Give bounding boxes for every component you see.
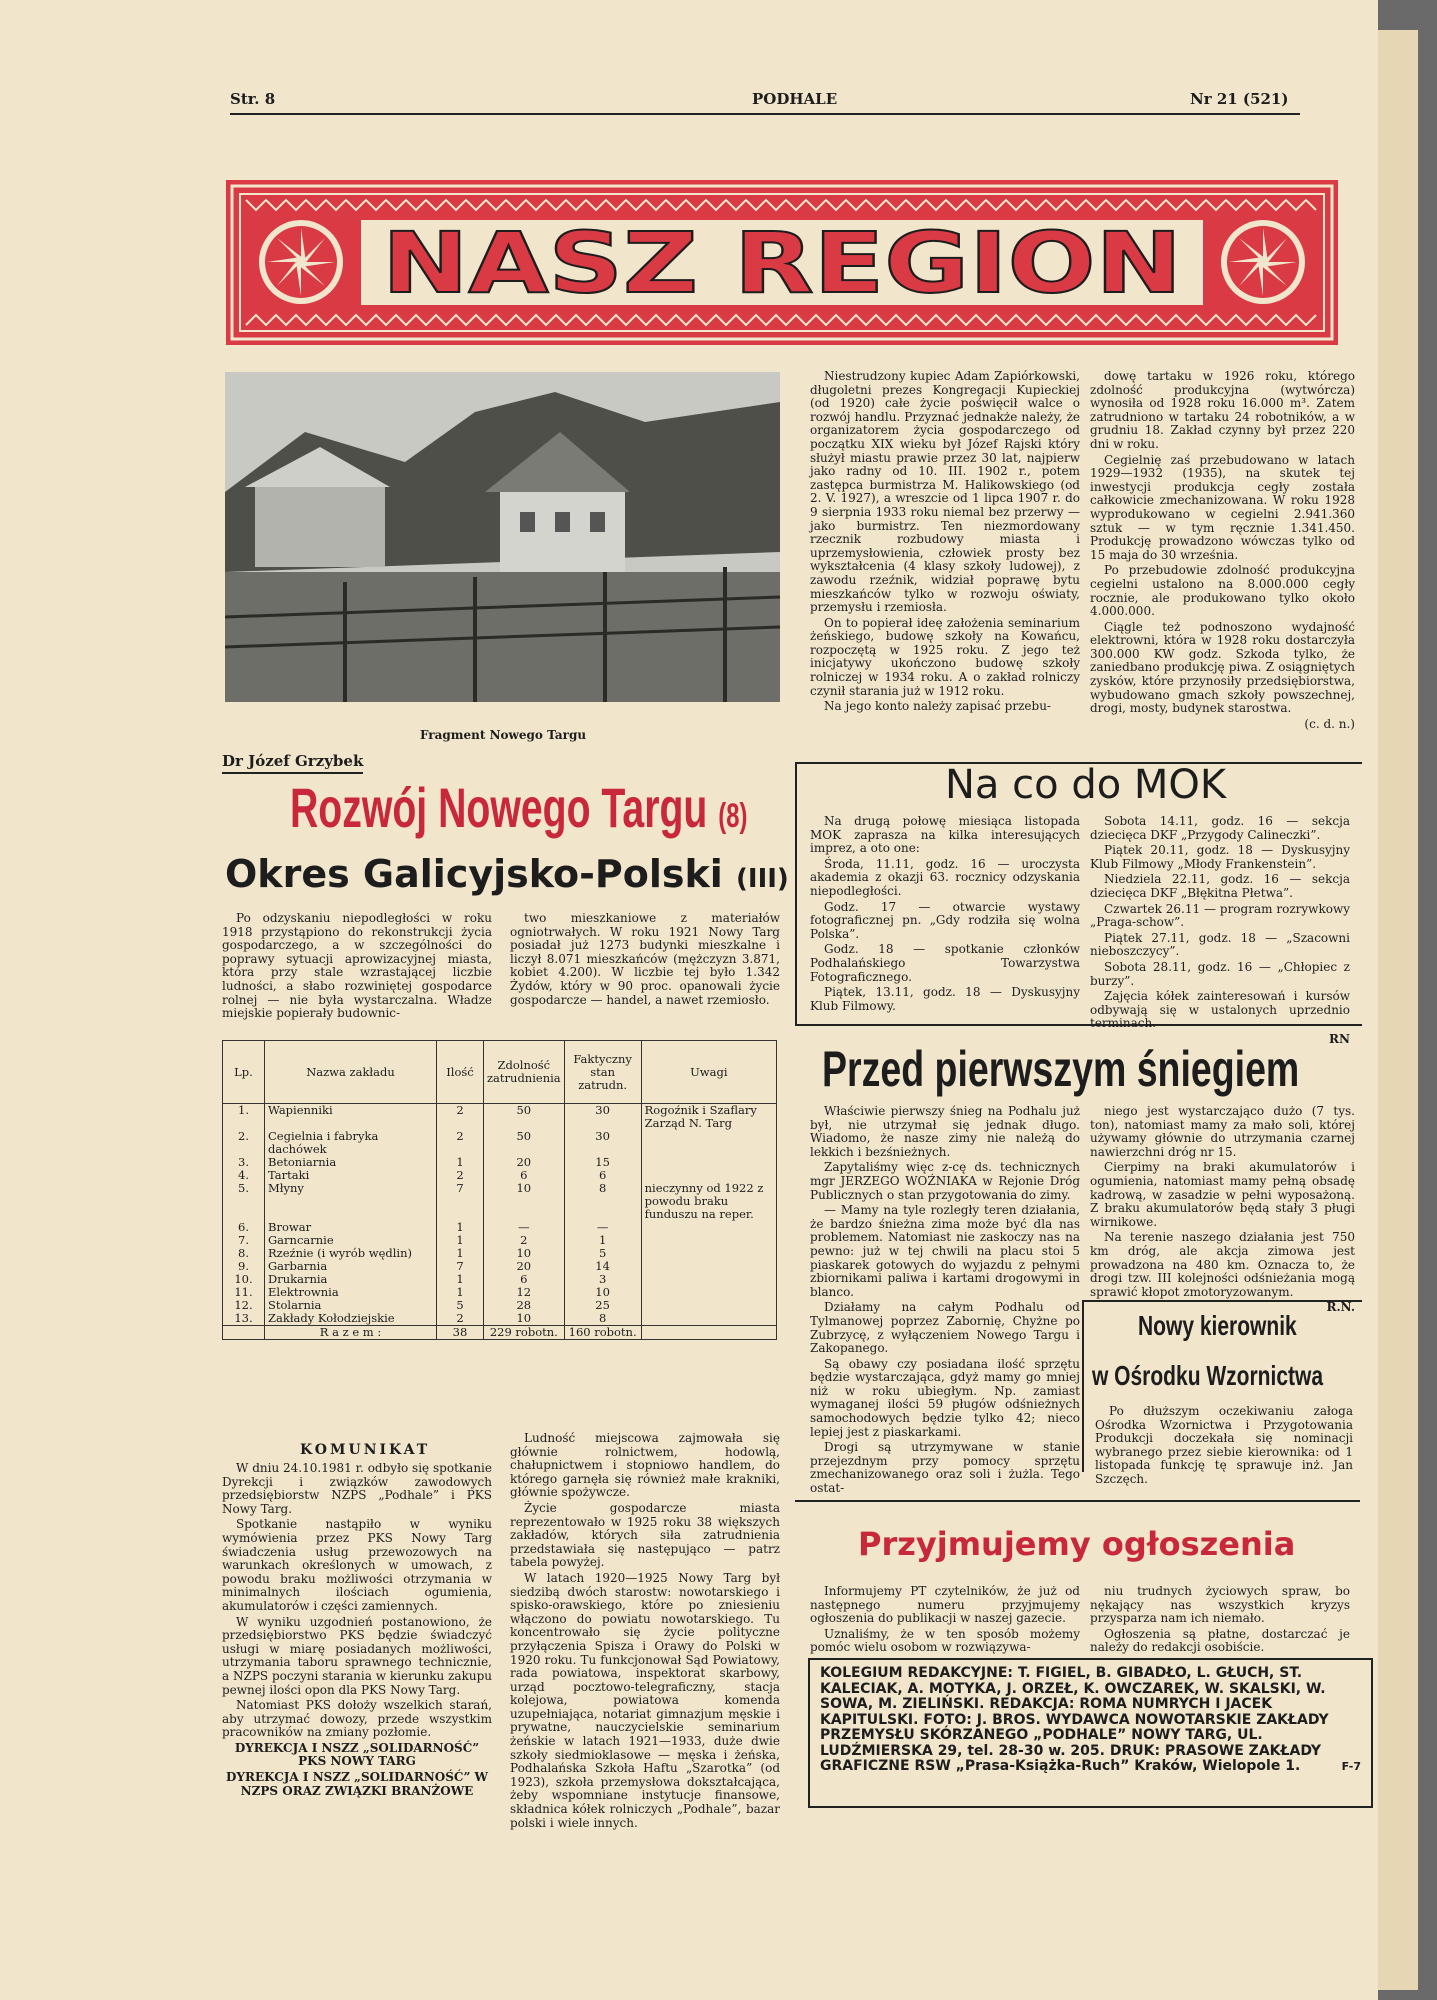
article-col1-text: Po odzyskaniu niepodległości w roku 1918 przystąpiono do rekonstrukcji życia gospodarczego, a w szczególności do poprawy sytuacji aprowizacyjnej miasta, która przy stale wzrastającej liczbie ludności, a słabo rozwiniętej gospodarce rolnej — nie była wystarczalna. Władze miejskie popierały budownic- [222, 911, 492, 1021]
article-bottom-col [510, 1432, 780, 1832]
ads-left-p2: Uznaliśmy, że w ten sposób możemy pomóc wielu osobom w rozwiązywa- [810, 1626, 1080, 1655]
manager-title-1: Nowy kierownik [1138, 1310, 1297, 1341]
table-cell: Rzeźnie (i wyrób wędlin) [265, 1247, 437, 1260]
table-cell: 50 [484, 1130, 565, 1156]
continued-note: (c. d. n.) [1304, 716, 1355, 731]
right-col1 [810, 370, 1080, 716]
table-cell: 1. [223, 1104, 265, 1131]
snow-left-p4: Działamy na całym Podhalu od Tylmanowej poprzez Zabornię, Chyżne po Zubrzycę, z wyłączeniem Nowego Targu i Zakopanego. [810, 1300, 1080, 1356]
article-author: Dr Józef Grzybek [222, 752, 363, 774]
table-sum-cell: R a z e m : [265, 1326, 437, 1340]
table-cell: 6. [223, 1221, 265, 1234]
rosette-right-icon [1221, 220, 1305, 304]
table-cell: Garncarnie [265, 1234, 437, 1247]
snow-right-p2: Cierpimy na braki akumulatorów i ogumienia, natomiast mamy pełną obsadę kadrową, w zasadzie w pełni wyposażoną. Z braku akumulatorów będą stały 3 pługi wirnikowe. [1090, 1160, 1355, 1229]
table-cell: 1 [437, 1273, 484, 1286]
article-title-text: Rozwój Nowego Targu [290, 776, 708, 839]
table-cell: 3 [564, 1273, 641, 1286]
mok-title: Na co do MOK [945, 762, 1227, 808]
mok-left-p4: Godz. 18 — spotkanie członków Podhalańskiego Towarzystwa Fotograficznego. [810, 942, 1080, 984]
table-cell: 20 [484, 1260, 565, 1273]
right-col2-p2: Cegielnię zaś przebudowano w latach 1929—1932 (1935), na skutek tej inwestycji produkcja cegły została całkowicie zmechanizowana. W roku 1928 wyprodukowano w cegielni 2.941.360 sztuk — w tym ręcznie 1.341.450. Produkcję prowadzono wówczas tylko od 15 maja do 30 września. [1090, 452, 1355, 562]
table-cell: Drukarnia [265, 1273, 437, 1286]
right-col1-p3: Na jego konto należy zapisać przebu- [824, 699, 1051, 714]
table-cell: 30 [564, 1130, 641, 1156]
table-cell: 30 [564, 1104, 641, 1131]
table-cell: Wapienniki [265, 1104, 437, 1131]
table-cell: 15 [564, 1156, 641, 1169]
table-cell: 1 [437, 1234, 484, 1247]
article-col2-text: two mieszkaniowe z materiałów ogniotrwałych. W roku 1921 Nowy Targ posiadał już 1273 budynki mieszkalne i liczył 8.071 mieszkańców (mężczyzn 3.871, kobiet 4.200). W liczbie tej było 1.342 Żydów, który w 90 proc. opanowali życie gospodarcze — handel, a nawet rzemiosło. [510, 911, 780, 1007]
ads-title: Przyjmujemy ogłoszenia [858, 1525, 1296, 1563]
table-cell: 1 [437, 1247, 484, 1260]
snow-right-p1: niego jest wystarczająco dużo (7 tys. ton), natomiast mamy za mało soli, której używamy głównie do utrzymania czarnej nawierzchni dróg nr 15. [1090, 1104, 1355, 1159]
table-sum-cell: 160 robotn. [564, 1326, 641, 1340]
table-cell [641, 1312, 776, 1326]
table-cell: 12. [223, 1299, 265, 1312]
table-cell: 7 [437, 1182, 484, 1221]
mok-right-p7: Zajęcia kółek zainteresowań i kursów odbywają się w ustalonych uprzednio terminach. [1090, 989, 1350, 1031]
mok-right-p5: Piątek 27.11, godz. 18 — „Szacowni nieboszczycy”. [1090, 930, 1350, 959]
manager-title-2: w Ośrodku Wzornictwa [1092, 1360, 1324, 1391]
table-row [223, 1104, 777, 1131]
table-cell: nieczynny od 1922 z powodu braku funduszu na reper. [641, 1182, 776, 1221]
table-cell: 6 [484, 1273, 565, 1286]
snow-left-p3: — Mamy na tyle rozległy teren działania, że bardzo śnieżna zima może być dla nas problemem. Natomiast nie zaskoczy nas na pewno: już w tej chwili na placu stoi 5 piaskarek gotowych do wyjazdu z pełnymi zbiornikami paliwa i kartami drogowymi in blanco. [810, 1203, 1080, 1299]
table-body [223, 1104, 777, 1340]
table-cell [641, 1260, 776, 1273]
paper-name: PODHALE [752, 90, 838, 108]
table-cell: Zakłady Kołodziejskie [265, 1312, 437, 1326]
table-sum-cell [223, 1326, 265, 1340]
mok-left-p5: Piątek, 13.11, godz. 18 — Dyskusyjny Klub Filmowy. [810, 985, 1080, 1013]
col-capacity: Zdolność zatrudnienia [484, 1041, 565, 1104]
table-cell: 10 [484, 1182, 565, 1221]
table-sum-cell: 38 [437, 1326, 484, 1340]
adjacent-page-edge [1378, 30, 1418, 1990]
table-cell: — [564, 1221, 641, 1234]
communique-sign-1: DYREKCJA I NSZZ „SOLIDARNOŚĆ” PKS NOWY TARG [234, 1740, 480, 1769]
table-cell: 3. [223, 1156, 265, 1169]
snow-title: Przed pierwszym śniegiem [822, 1041, 1300, 1097]
table-cell [641, 1299, 776, 1312]
factories-table [222, 1040, 777, 1340]
ads-rule [795, 1500, 1360, 1502]
table-cell: 2 [437, 1130, 484, 1156]
page-number: Str. 8 [230, 90, 276, 108]
article-col2 [510, 912, 780, 1009]
table-cell: 1 [437, 1156, 484, 1169]
header-rule [230, 113, 1300, 115]
table-cell: 6 [484, 1169, 565, 1182]
article-col1 [222, 912, 492, 1023]
article-subtitle-part: (III) [736, 864, 789, 894]
table-cell: 28 [484, 1299, 565, 1312]
town-photo [225, 372, 780, 702]
editorial-board [808, 1658, 1373, 1808]
snow-right-p3: Na terenie naszego działania jest 750 km dróg, ale akcja zimowa jest prowadzona na 480 km. Oznacza to, że drogi tzw. III kolejności odśnieżania mogą sprawić kłopot zmotoryzowanym. [1090, 1230, 1355, 1299]
col-count: Ilość [437, 1041, 484, 1104]
table-cell: Rogoźnik i Szaflary Zarząd N. Targ [641, 1104, 776, 1131]
snow-left-p2: Zapytaliśmy więc z-cę ds. technicznych mgr JERZEGO WOŹNIAKA w Rejonie Dróg Publicznych o stan przygotowania do zimy. [810, 1160, 1080, 1202]
ads-right-p1: niu trudnych życiowych spraw, bo nękający nas wszystkich kryzys przysparza nam ich niemało. [1090, 1584, 1350, 1626]
mok-left-p1: Na drugą połowę miesiąca listopada MOK zaprasza na kilka interesujących imprez, a oto one: [810, 814, 1080, 856]
mok-right-p2: Piątek 20.11, godz. 18 — Dyskusyjny Klub Filmowy „Młody Frankenstein”. [1090, 843, 1350, 871]
table-cell: 1 [437, 1221, 484, 1234]
snow-right [1090, 1105, 1355, 1317]
snow-left [810, 1105, 1080, 1498]
mok-signature: RN [1329, 1031, 1350, 1046]
mok-left-p2: Środa, 11.11, godz. 16 — uroczysta akademia z okazji 63. rocznicy odzyskania niepodległości. [810, 856, 1080, 898]
table-cell: Stolarnia [265, 1299, 437, 1312]
editorial-board-text: KOLEGIUM REDAKCYJNE: T. FIGIEL, B. GIBADŁO, L. GŁUCH, ST. KALECIAK, A. MOTYKA, J. ORZEŁ, K. OWCZAREK, W. SKALSKI, W. SOWA, M. ZIELIŃSKI. REDAKCJA: ROMA NUMRYCH I JACEK KAPITULSKI. FOTO: J. BROS. WYDAWCA NOWOTARSKIE ZAKŁADY PRZEMYSŁU SKÓRZANEGO „PODHALE” NOWY TARG, UL. LUDŹMIERSKA 29, tel. 28-30 w. 205. DRUK: PRASOWE ZAKŁADY GRAFICZNE RSW „Prasa-Książka-Ruch” Kraków, Wielopole 1. [820, 1665, 1329, 1774]
right-col2 [1090, 370, 1355, 733]
table-cell: 2 [437, 1104, 484, 1131]
table-cell: 8 [564, 1182, 641, 1221]
town-photo-image [225, 372, 780, 702]
table-row [223, 1182, 777, 1221]
banner-title: NASZ REGION [382, 214, 1182, 312]
ads-left-p1: Informujemy PT czytelników, że już od następnego numeru przyjmujemy ogłoszenia do publikacji w naszej gazecie. [810, 1584, 1080, 1626]
ads-right [1090, 1585, 1350, 1657]
manager-text [1095, 1405, 1353, 1489]
ads-right-p2: Ogłoszenia są płatne, dostarczać je należy do redakcji osobiście. [1090, 1626, 1350, 1655]
table-cell: 2 [437, 1169, 484, 1182]
table-cell: Młyny [265, 1182, 437, 1221]
table-sum-row [223, 1326, 777, 1340]
table-cell: 50 [484, 1104, 565, 1131]
editorial-code: F-7 [1341, 1760, 1361, 1773]
table-cell: 7. [223, 1234, 265, 1247]
right-col1-p2: On to popierał ideę założenia seminarium żeńskiego, budowę szkoły na Kowańcu, rozpoczętą w 1925 roku. Z jego też inicjatywy ukończono budowę szkoły rolniczej w 1934 roku. A o zakład rolniczy czynił starania już w 1912 roku. [810, 615, 1080, 698]
table-cell: 10. [223, 1273, 265, 1286]
table-cell: 14 [564, 1260, 641, 1273]
snow-left-p5: Są obawy czy posiadana ilość sprzętu będzie wystarczająca, gdyż mamy go mniej niż w roku ubiegłym. Np. zamiast wymaganej ilości 59 pługów odśnieżnych samochodowych będzie tylko 42; nieco lepiej jest z piaskarkami. [810, 1356, 1080, 1439]
col-notes: Uwagi [641, 1041, 776, 1104]
table-cell: 5 [564, 1247, 641, 1260]
mok-right-p4: Czwartek 26.11 — program rozrywkowy „Praga-schow”. [1090, 901, 1350, 930]
communique-sign-2: DYREKCJA I NSZZ „SOLIDARNOŚĆ” W NZPS ORAZ ZWIĄZKI BRANŻOWE [226, 1770, 488, 1798]
table-cell: 10 [484, 1312, 565, 1326]
mok-right [1090, 815, 1350, 1049]
table-cell: 10 [484, 1247, 565, 1260]
snow-left-p6: Drogi są utrzymywane w stanie przejezdnym przy pomocy sprzętu zmechanizowanego oraz soli i żużla. Tego ostat- [810, 1440, 1080, 1496]
communique-title: KOMUNIKAT [300, 1442, 431, 1458]
table-cell: 10 [564, 1286, 641, 1299]
article-bottom-p1: Ludność miejscowa zajmowała się głównie rolnictwem, hodowlą, chałupnictwem i stopniowo handlem, do którego garnęła się również małe krakniki, głównie spożywcze. [510, 1431, 780, 1500]
table-cell: 7 [437, 1260, 484, 1273]
col-actual: Faktyczny stan zatrudn. [564, 1041, 641, 1104]
right-col2-p4: Ciągle też podnoszono wydajność elektrowni, która w 1928 roku dostarczyła 300.000 KW godz. Szkoda tylko, że zaniedbano produkcję piwa. Z osiągniętych zysków, które przynosiły przedsiębiorstwa, wybudowano gmach szkoły powszechnej, drogi, mosty, budynek starostwa. [1090, 619, 1355, 716]
article-title [290, 775, 747, 840]
table-cell: 2 [484, 1234, 565, 1247]
table-cell [641, 1130, 776, 1156]
article-bottom-p2: Życie gospodarcze miasta reprezentowało w 1925 roku 38 większych zakładów, których siła zatrudnienia przedstawiała się następująco — patrz tabela powyżej. [510, 1500, 780, 1570]
communique-p4: Natomiast PKS dołoży wszelkich starań, aby utrzymać dowozy, przede wszystkim pracowników na zmiany pozłomie. [222, 1698, 492, 1740]
table-cell: 9. [223, 1260, 265, 1273]
communique-p2: Spotkanie nastąpiło w wyniku wymówienia przez PKS Nowy Targ świadczenia usług przewozowych na warunkach określonych w umowach, z powodu braku możliwości otrzymania w minimalnych ilościach ogumienia, akumulatorów i części zamiennych. [222, 1517, 492, 1613]
table-cell: 2 [437, 1312, 484, 1326]
table-cell: 4. [223, 1169, 265, 1182]
table-cell: 20 [484, 1156, 565, 1169]
table-cell: Elektrownia [265, 1286, 437, 1299]
table-cell: 12 [484, 1286, 565, 1299]
table-cell: 1 [564, 1234, 641, 1247]
table-cell: — [484, 1221, 565, 1234]
mok-left-p3: Godz. 17 — otwarcie wystawy fotograficznej pn. „Gdy rodziła się wolna Polska”. [810, 899, 1080, 941]
table-cell: 6 [564, 1169, 641, 1182]
table-cell: 2. [223, 1130, 265, 1156]
article-title-part: (8) [718, 797, 748, 835]
table-cell: Cegielnia i fabryka dachówek [265, 1130, 437, 1156]
table-row [223, 1130, 777, 1156]
table-cell: 8. [223, 1247, 265, 1260]
table-cell: 5. [223, 1182, 265, 1221]
table-row [223, 1312, 777, 1326]
right-col1-p1: Niestrudzony kupiec Adam Zapiórkowski, długoletni prezes Kongregacji Kupieckiej (od 1920) całe życie poświęcił walce o rozwój handlu. Przyznać jednakże należy, że organizatorem życia gospodarczego od początku XIX wieku był Józef Rajski który służył miastu prawie przez 30 lat, najpierw jako radny od 10. III. 1902 r., potem zastępca burmistrza M. Halikowskiego (od 2. V. 1927), a wreszcie od 1 lipca 1907 r. do 9 sierpnia 1933 roku niemal bez przerwy — jako burmistrz. Ten niezmordowany rzecznik rozbudowy miasta i uprzemysłowienia, człowiek prosty bez wykształcenia (4 klasy szkoły ludowej), z zawodu rzeźnik, widział poprawę bytu mieszkańców tylko w rozwoju oświaty, przemysłu i rzemiosła. [810, 369, 1080, 615]
table-cell [641, 1221, 776, 1234]
table-cell: 13. [223, 1312, 265, 1326]
table-cell: 11. [223, 1286, 265, 1299]
article-subtitle [225, 852, 789, 896]
table-sum-cell: 229 robotn. [484, 1326, 565, 1340]
table-cell: Browar [265, 1221, 437, 1234]
col-name: Nazwa zakładu [265, 1041, 437, 1104]
table-cell: Tartaki [265, 1169, 437, 1182]
communique-p1: W dniu 24.10.1981 r. odbyło się spotkanie Dyrekcji i związków zawodowych przedsiębiorstw NZPS „Podhale” i PKS Nowy Targ. [222, 1461, 492, 1516]
table-cell [641, 1273, 776, 1286]
mok-right-p6: Sobota 28.11, godz. 16 — „Chłopiec z burzy”. [1090, 959, 1350, 988]
table-cell: Betoniarnia [265, 1156, 437, 1169]
manager-text-p: Po dłuższym oczekiwaniu załoga Ośrodka Wzornictwa i Przygotowania Produkcji doczekała się nominacji wybranego przez siebie kierownika: od 1 listopada funkcję tę sprawuje inż. Jan Szczęch. [1095, 1404, 1353, 1486]
communique-p3: W wyniku uzgodnień postanowiono, że przedsiębiorstwo PKS będzie świadczyć usługi w miarę posiadanych możliwości, utrzymania taboru sprawnego technicznie, a NZPS poczyni starania w kierunku zakupu pewnej ilości opon dla PKS Nowy Targ. [222, 1614, 492, 1697]
table-cell [641, 1247, 776, 1260]
table-cell: 1 [437, 1286, 484, 1299]
table-cell [641, 1234, 776, 1247]
article-subtitle-text: Okres Galicyjsko-Polski [225, 852, 723, 896]
table-sum-cell [641, 1326, 776, 1340]
table-cell [641, 1286, 776, 1299]
ads-left [810, 1585, 1080, 1657]
mok-left [810, 815, 1080, 1015]
nasz-region-banner [226, 180, 1338, 345]
table-cell: 25 [564, 1299, 641, 1312]
table-cell: Garbarnia [265, 1260, 437, 1273]
photo-caption: Fragment Nowego Targu [420, 728, 587, 742]
article-bottom-p3: W latach 1920—1925 Nowy Targ był siedzibą dwóch starostw: nowotarskiego i spisko-orawskiego, które po zniesieniu włączono do powiatu nowotarskiego. Tu koncentrowało się życie polityczne przyłączenia Spisza i Orawy do Polski w 1920 roku. Tu funkcjonował Sąd Powiatowy, rada powiatowa, inspektorat skarbowy, urząd pocztowo-telegraficzny, stacja kolejowa, powiatowa komenda uzupełniająca, notariat gimnazjum męskie i prywatne, nauczycielskie seminarium żeńskie w latach 1921—1933, duże dwie szkoły siedmioklasowe — męska i żeńska, Podhalańska Szkoła Haftu „Szarotka” (od 1923), szkoła przemysłowa dokształcająca, żeby wspomniane instytucje finansowe, składnica kółek rolniczych „Podhale”, bazar polski i wiele innych. [510, 1570, 780, 1830]
mok-right-p3: Niedziela 22.11, godz. 16 — sekcja dziecięca DKF „Błękitna Płetwa”. [1090, 872, 1350, 900]
col-lp: Lp. [223, 1041, 265, 1104]
right-col2-p1: dowę tartaku w 1926 roku, którego zdolność produkcyjna (wytwórcza) wynosiła od 1928 roku 16.000 m³. Zatem zatrudniono w tartaku 24 robotników, a w grudniu 18. Zakład czynny był przez 220 dni w roku. [1090, 369, 1355, 451]
mok-right-p1: Sobota 14.11, godz. 16 — sekcja dziecięca DKF „Przygody Calineczki”. [1090, 814, 1350, 842]
table-cell [641, 1156, 776, 1169]
rosette-left-icon [259, 220, 343, 304]
issue-number: Nr 21 (521) [1190, 90, 1289, 108]
right-col2-p3: Po przebudowie zdolność produkcyjna cegielni ustalono na 8.000.000 cegły rocznie, ale produkowano tylko około 4.000.000. [1090, 563, 1355, 619]
snow-left-p1: Właściwie pierwszy śnieg na Podhalu już był, nie utrzymał się jednak długo. Wiadomo, że nasze zimy nie należą do lekkich i bezśnieżnych. [810, 1104, 1080, 1159]
table-cell: 5 [437, 1299, 484, 1312]
table-cell: 8 [564, 1312, 641, 1326]
communique [222, 1462, 492, 1800]
snow-signature: R.N. [1326, 1300, 1355, 1315]
